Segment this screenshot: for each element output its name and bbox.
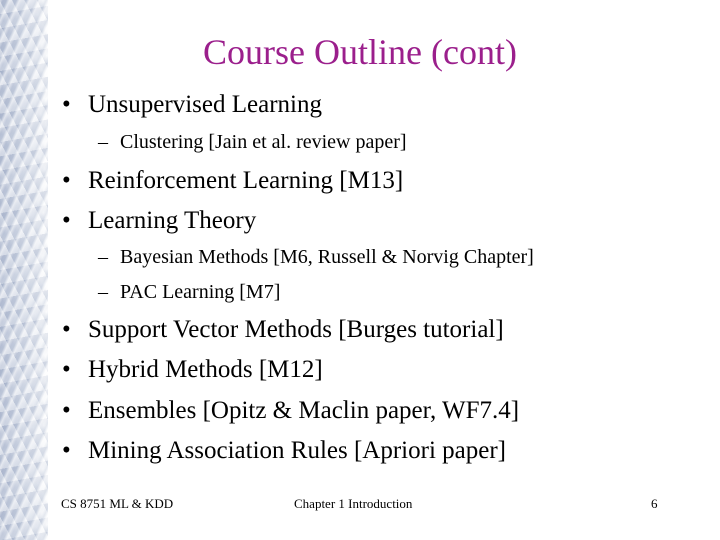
- bullet-item: [62, 166, 403, 196]
- slide-title: Course Outline (cont): [203, 32, 517, 72]
- footer-course: CS 8751 ML & KDD: [61, 496, 174, 511]
- bullet-glyph: •: [62, 437, 71, 464]
- bullet-glyph: •: [62, 207, 71, 234]
- bullet-item: [62, 315, 504, 345]
- bullet-text: Learning Theory: [88, 207, 257, 234]
- bullet-text: Reinforcement Learning [M13]: [88, 167, 404, 194]
- dash-glyph: –: [98, 131, 108, 153]
- bullet-glyph: •: [62, 316, 71, 343]
- bullet-text: Hybrid Methods [M12]: [88, 356, 323, 383]
- sub-bullet-text: Clustering [Jain et al. review paper]: [120, 131, 407, 153]
- bullet-item: [62, 436, 506, 466]
- bullet-text: Unsupervised Learning: [88, 91, 322, 118]
- bullet-item: [62, 206, 256, 236]
- bullet-text: Mining Association Rules [Apriori paper]: [88, 437, 506, 464]
- sub-bullet-item: [98, 279, 280, 305]
- bullet-item: [62, 396, 519, 426]
- sub-bullet-text: PAC Learning [M7]: [120, 281, 281, 303]
- bullet-glyph: •: [62, 397, 71, 424]
- bullet-item: [62, 355, 323, 385]
- sub-bullet-text: Bayesian Methods [M6, Russell & Norvig Chapter]: [120, 246, 534, 268]
- footer-page-number: 6: [651, 496, 658, 511]
- footer-chapter: Chapter 1 Introduction: [294, 496, 413, 511]
- bullet-text: Support Vector Methods [Burges tutorial]: [88, 316, 504, 343]
- bullet-text: Ensembles [Opitz & Maclin paper, WF7.4]: [88, 397, 520, 424]
- sub-bullet-item: [98, 244, 534, 270]
- bullet-glyph: •: [62, 91, 71, 118]
- dash-glyph: –: [98, 281, 108, 303]
- bullet-item: [62, 90, 322, 120]
- sub-bullet-item: [98, 129, 407, 155]
- dash-glyph: –: [98, 246, 108, 268]
- bullet-glyph: •: [62, 167, 71, 194]
- bullet-glyph: •: [62, 356, 71, 383]
- marble-texture-strip: [0, 0, 48, 540]
